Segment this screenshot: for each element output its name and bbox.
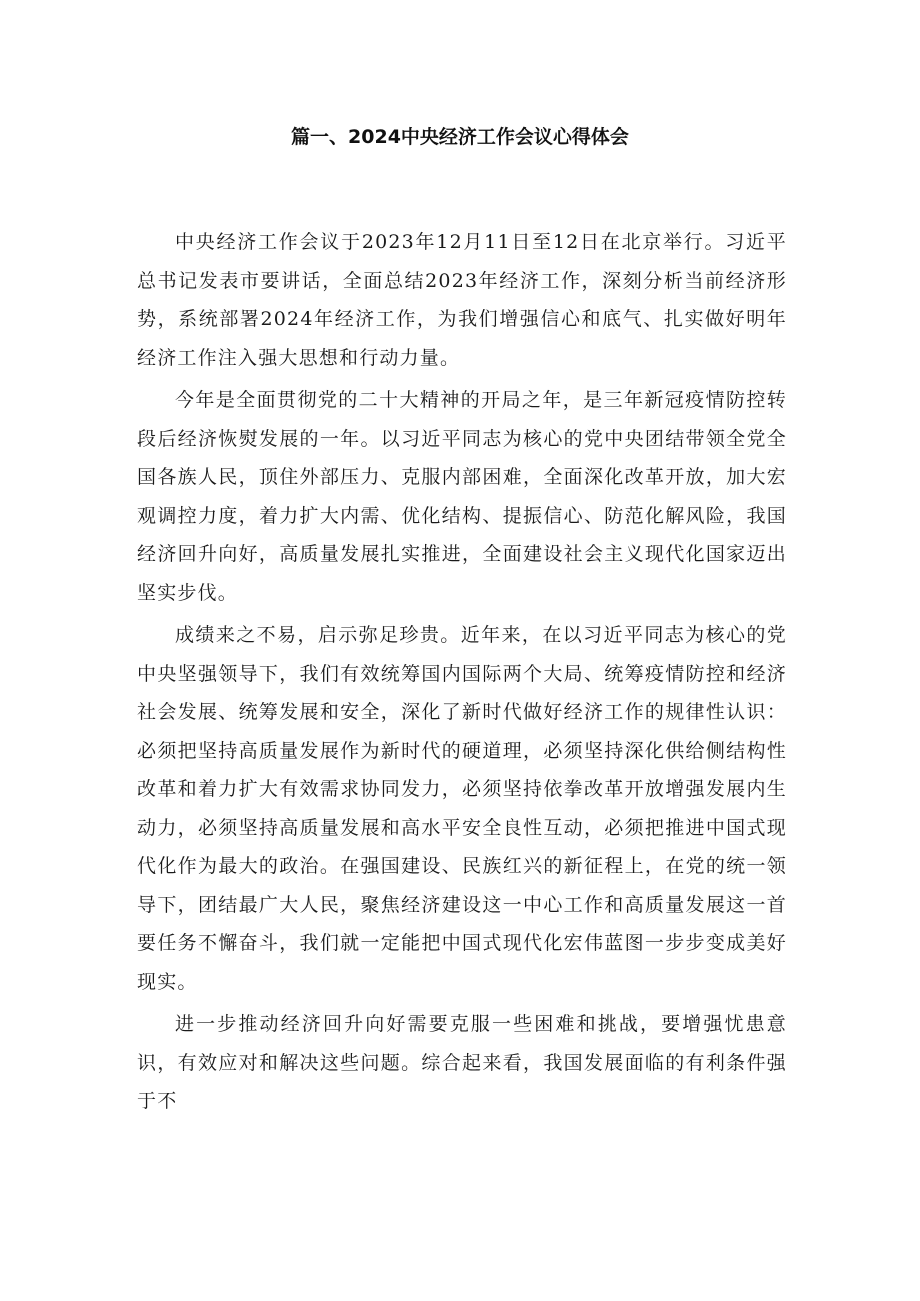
paragraph-2: 今年是全面贯彻党的二十大精神的开局之年，是三年新冠疫情防控转段后经济恢熨发展的一年。以习近平同志为核心的党中央团结带领全党全国各族人民，顶住外部压力、克服内部困难，全面深化改革开放，加大宏观调控力度，着力扩大内需、优化结构、提振信心、防范化解风险，我国经济回升向好，高质量发展扎实推进，全面建设社会主义现代化国家迈出坚实步伐。 [137, 389, 787, 604]
document-body [137, 223, 787, 1125]
paragraph-3: 成绩来之不易，启示弥足珍贵。近年来，在以习近平同志为核心的党中央坚强领导下，我们有效统筹国内国际两个大局、统筹疫情防控和经济社会发展、统筹发展和安全，深化了新时代做好经济工作的规律性认识：必须把坚持高质量发展作为新时代的硬道理，必须坚持深化供给侧结构性改革和着力扩大有效需求协同发力，必须坚持依拳改革开放增强发展内生动力，必须坚持高质量发展和高水平安全良性互动，必须把推进中国式现代化作为最大的政治。在强国建设、民族红兴的新征程上，在党的统一领导下，团结最广大人民，聚焦经济建设这一中心工作和高质量发展这一首要任务不懈奋斗，我们就一定能把中国式现代化宏伟蓝图一步步变成美好现实。 [137, 624, 787, 993]
paragraph-4: 进一步推动经济回升向好需要克服一些困难和挑战，要增强忧患意识，有效应对和解决这些问题。综合起来看，我国发展面临的有利条件强于不 [137, 1013, 787, 1112]
paragraph-1: 中央经济工作会议于2023年12月11日至12日在北京举行。习近平总书记发表市要讲话，全面总结2023年经济工作，深刻分析当前经济形势，系统部署2024年经济工作，为我们增强信心和底气、扎实做好明年经济工作注入强大思想和行动力量。 [137, 231, 787, 369]
document-title: 篇一、2024中央经济工作会议心得体会 [291, 126, 629, 148]
